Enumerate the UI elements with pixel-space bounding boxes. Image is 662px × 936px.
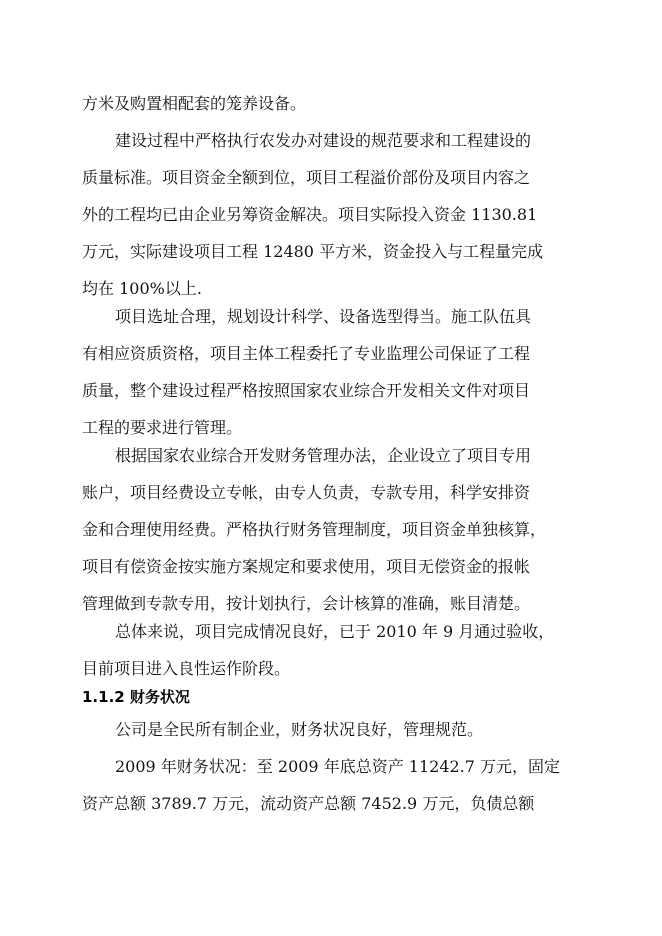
- text-line: 总体来说，项目完成情况良好，已于 2010 年 9 月通过验收，: [115, 622, 555, 641]
- text-line: 金和合理使用经费。严格执行财务管理制度，项目资金单独核算，: [82, 520, 547, 539]
- text-line: 公司是全民所有制企业，财务状况良好，管理规范。: [115, 720, 484, 739]
- text-line: 有相应资质资格，项目主体工程委托了专业监理公司保证了工程: [82, 344, 531, 363]
- text-line: 账户，项目经费设立专帐，由专人负责，专款专用，科学安排资: [82, 483, 531, 502]
- text-line: 项目有偿资金按实施方案规定和要求使用，项目无偿资金的报帐: [82, 557, 531, 576]
- text-line: 外的工程均已由企业另筹资金解决。项目实际投入资金 1130.81: [82, 205, 538, 224]
- text-line: 方米及购置相配套的笼养设备。: [82, 94, 307, 113]
- text-line: 工程的要求进行管理。: [82, 418, 243, 437]
- text-line: 资产总额 3789.7 万元，流动资产总额 7452.9 万元，负债总额: [82, 794, 535, 813]
- text-line: 2009 年财务状况：至 2009 年底总资产 11242.7 万元，固定: [115, 757, 561, 776]
- text-line: 项目选址合理，规划设计科学、设备选型得当。施工队伍具: [115, 307, 532, 326]
- text-line: 质量，整个建设过程严格按照国家农业综合开发相关文件对项目: [82, 381, 531, 400]
- text-line: 建设过程中严格执行农发办对建设的规范要求和工程建设的: [115, 131, 532, 150]
- text-line: 质量标准。项目资金全额到位，项目工程溢价部份及项目内容之: [82, 168, 531, 187]
- text-line: 管理做到专款专用，按计划执行，会计核算的准确，账目清楚。: [82, 594, 531, 613]
- text-line: 根据国家农业综合开发财务管理办法，企业设立了项目专用: [115, 446, 532, 465]
- section-heading: 1.1.2 财务状况: [82, 688, 190, 706]
- text-line: 目前项目进入良性运作阶段。: [82, 659, 291, 678]
- text-line: 均在 100%以上.: [82, 279, 202, 298]
- text-line: 万元，实际建设项目工程 12480 平方米，资金投入与工程量完成: [82, 242, 544, 261]
